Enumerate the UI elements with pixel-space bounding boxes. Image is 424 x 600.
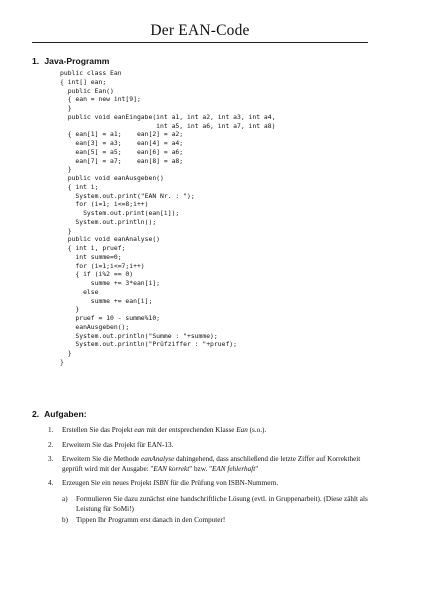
section-2-heading [32,409,87,419]
task-item [48,426,372,436]
task-text: Erstellen Sie das Projekt [62,426,135,434]
code-line: } [60,104,72,112]
code-line: int a5, int a6, int a7, int a8) [60,121,276,130]
task-number: 3. [48,455,54,464]
task-number: 1. [48,426,54,434]
code-line: public void eanAnalyse() [60,235,161,244]
section-2-number: 2. [32,409,40,419]
code-line: { int[] ean; [60,77,107,86]
task-emphasis: EAN korrekt [153,464,190,473]
code-line: ean[7] = a7; ean[8] = a8; [60,156,184,165]
subtask-label: b) [62,516,68,525]
task-text: Erweitern Sie die Methode [62,455,142,464]
code-line: System.out.print("EAN Nr. : "); [60,191,195,200]
code-line: pruef = 10 - summe%10; [60,314,161,322]
code-line: summe += ean[i]; [60,296,153,305]
task-emphasis: EAN fehlerhaft [212,464,256,473]
code-line: public Ean() [60,86,114,95]
code-line: System.out.println("Prüfziffer : "+pruef); [60,340,237,349]
task-item [48,455,372,474]
code-line: public void eanAusgeben() [60,174,164,182]
task-item [48,479,372,489]
code-line: } [60,349,72,357]
task-emphasis: eanAnalyse [141,455,175,464]
subtask-item [62,516,372,526]
code-line: public class Ean [60,69,122,77]
task-text: " [255,464,259,473]
code-listing [60,69,370,367]
task-text: Erweitern Sie das Projekt für EAN-13. [62,440,174,449]
code-line: for (i=1;i<=7;i++) [60,261,145,270]
code-line: eanAusgeben(); [60,322,130,331]
section-1-heading [32,56,109,66]
code-line: { int i, pruef; [60,244,126,252]
subtask-label: a) [62,494,68,503]
code-line: System.out.println("Summe : "+summe); [60,331,218,340]
code-line: } [60,165,72,174]
task-text: " bzw. " [189,464,212,473]
task-emphasis: ean [134,426,145,434]
code-line: } [60,226,72,235]
title-rule [32,42,368,43]
code-line: for (i=1; i<=8;i++) [60,200,149,209]
task-text: mit der entsprechenden Klasse [144,426,237,434]
code-line: } [60,305,80,314]
subtask-text: Formulieren Sie dazu zunächst eine handschriftliche Lösung (evtl. in Gruppenarbeit). (Diese zählt als Leistung für SoMi!) [76,494,368,513]
code-line: ean[3] = a3; ean[4] = a4; [60,139,184,147]
task-text: (s.o.). [247,426,267,434]
section-1-number: 1. [32,56,40,66]
code-line: int summe=0; [60,252,122,261]
section-2-title: Aufgaben: [44,409,87,419]
task-item [48,441,372,451]
task-text: für die Prüfung von ISBN-Nummern. [168,479,279,488]
code-line: public void eanEingabe(int a1, int a2, int a3, int a4, [60,112,276,121]
subtask-item [62,495,372,514]
code-line: else [60,287,99,296]
task-text: dahingehend, dass anschließend die letzte Ziffer auf Korrektheit geprüft wird mit der Ausgabe: " [62,455,361,473]
section-1-title: Java-Programm [44,56,110,66]
code-line: { ean = new int[9]; [60,95,141,104]
task-list [48,426,372,526]
code-line: { int i; [60,182,99,191]
subtask-text: Tippen Ihr Programm erst danach in den Computer! [76,516,226,525]
page-title: Der EAN-Code [150,22,250,39]
code-line: System.out.println(); [60,217,157,226]
code-line: { ean[1] = a1; ean[2] = a2; [60,130,184,139]
task-text: Erzeugen Sie ein neues Projekt [62,479,154,488]
code-line: { if (i%2 == 0) [60,270,134,279]
task-number: 2. [48,440,54,449]
code-line: ean[5] = a5; ean[6] = a6; [60,147,184,156]
subtask-list [62,495,372,526]
code-line: System.out.print(ean[i]); [60,209,180,217]
code-line: } [60,357,64,366]
task-emphasis: ISBN [153,479,169,488]
task-number: 4. [48,479,54,488]
code-line: summe += 3*ean[i]; [60,279,161,287]
task-emphasis: Ean [236,426,248,434]
